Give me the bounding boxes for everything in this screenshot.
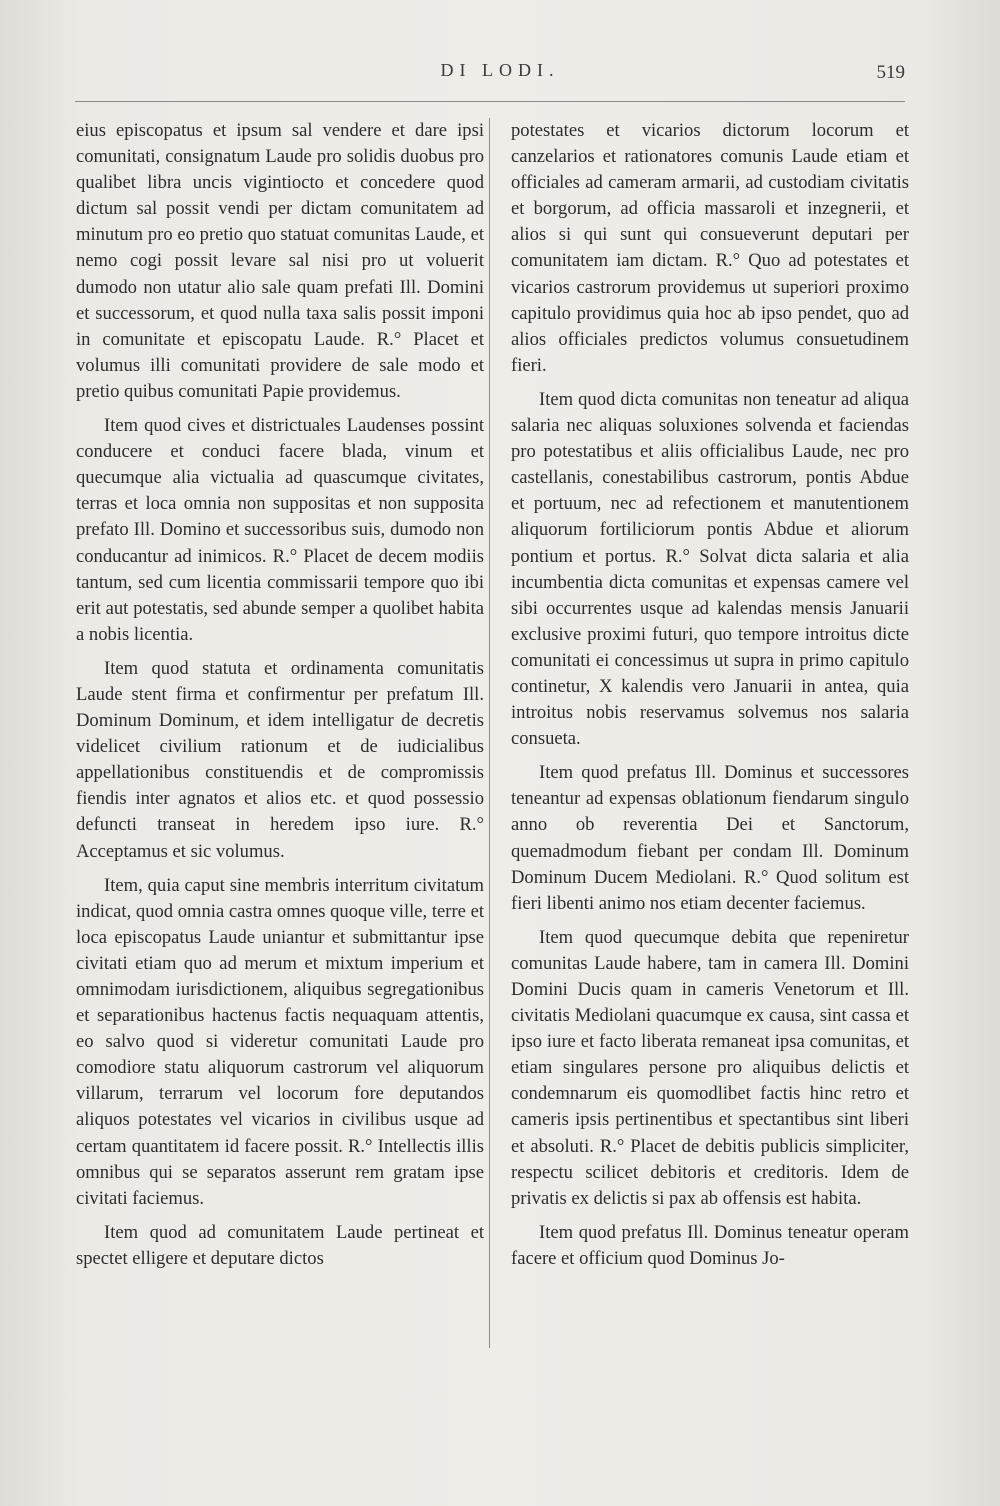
column-divider: [489, 118, 490, 1348]
paragraph: eius episcopatus et ipsum sal vendere et dare ipsi comunitati, consignatum Laude pro solidis duobus pro qualibet libra uncis vigintiocto et concedere quod dictum sal possit vendi per dictam comunitatem ad minutum pro eo pretio quo statuat comunitas Laude, et nemo cogi possit levare sal nisi pro ut voluerit dumodo non utatur alio sale quam prefati Ill. Domini et successorum, et quod nulla taxa salis possit imponi in comunitate et episcopatu Laude. R.° Placet et volumus illi comunitati providere de sale modo et pretio quibus comunitati Papie providemus.: [76, 120, 484, 402]
paragraph: Item quod prefatus Ill. Dominus et successores teneantur ad expensas oblationum fiendarum singulo anno ob reverentia Dei et Sanctorum, quemadmodum fiebant per condam Ill. Dominum Dominum Ducem Mediolani. R.° Quod solitum est fieri libenti animo nos etiam decenter faciemus.: [511, 762, 909, 914]
running-title: DI LODI.: [440, 60, 560, 80]
paragraph: potestates et vicarios dictorum locorum et canzelarios et rationatores comunis Laude etiam et officiales ad cameram armarii, ad custodiam civitatis et borgorum, ad officia massaroli et inzegnerii, et alios si qui sunt qui consueverunt deputari per comunitatem iam dictam. R.° Quo ad potestates et vicarios castrorum providemus ut superiori proximo capitulo providimus quia hoc ab ipso pendet, quo ad alios officiales predictos volumus consuetudinem fieri.: [511, 120, 909, 376]
paragraph: Item quod ad comunitatem Laude pertineat et spectet elligere et deputare dictos: [76, 1221, 484, 1269]
left-column: [76, 118, 484, 1280]
paragraph: Item quod cives et districtuales Laudenses possint conducere et conduci facere blada, vinum et quecumque alia victualia ad quascumque civitates, terras et loca omnia non suppositas et non supposita prefato Ill. Domino et successoribus suis, dumodo non conducantur ad inimicos. R.° Placet de decem modiis tantum, sed cum licentia commissarii tempore quo ibi erit aut potestatis, sed abunde semper a quolibet habita a nobis licentia.: [76, 415, 484, 645]
right-column: [511, 118, 909, 1280]
paragraph: Item quod quecumque debita que repeniretur comunitas Laude habere, tam in camera Ill. Domini Domini Ducis quam in cameris Venetorum et Ill. civitatis Mediolani quacumque ex causa, sint cassa et ipso iure et facto liberata remaneat ipsa comunitas, et etiam singulares persone pro aliquibus delictis et condemnarum eis quomodlibet factis hinc retro et cameris ipsis pertinentibus et spectantibus sint liberi et absoluti. R.° Placet de debitis publicis simpliciter, respectu scilicet debitoris et creditoris. Idem de privatis ex delictis si pax ab offensis est habita.: [511, 926, 909, 1209]
page-number: 519: [876, 62, 905, 83]
paragraph: Item quod dicta comunitas non teneatur ad aliqua salaria nec aliquas soluxiones solvenda et faciendas pro potestatibus et aliis officialibus Laude, nec pro castellanis, conestabilibus castrorum, pontis Abdue et portuum, nec ad refectionem et manutentionem aliquorum fortiliciorum pontis Abdue et aliorum pontium et portus. R.° Solvat dicta salaria et alia incumbentia dicta comunitas et expensas camere vel sibi occurrentes usque ad kalendas mensis Januarii exclusive proximi futuri, quo tempore introitus dicte comunitati ei concessimus ut supra in primo capitulo continetur, X kalendis vero Januarii in antea, quia introitus nobis reservamus solvemus nos salaria consueta.: [511, 388, 909, 750]
paragraph: Item quod prefatus Ill. Dominus teneatur operam facere et officium quod Dominus Jo-: [511, 1221, 909, 1269]
running-head: [0, 60, 1000, 90]
header-rule: [75, 101, 905, 102]
paragraph: Item quod statuta et ordinamenta comunitatis Laude stent firma et confirmentur per prefatum Ill. Dominum Dominum, et idem intelligatur de decretis videlicet civilium rationum et de iudicialibus appellationibus constituendis et de compromissis fiendis inter agnatos et alios etc. et quod possessio defuncti transeat in heredem ipso iure. R.° Acceptamus et sic volumus.: [76, 657, 484, 862]
paragraph: Item, quia caput sine membris interritum civitatum indicat, quod omnia castra omnes quoque ville, terre et loca episcopatus Laude uniantur et submittantur ipse civitati etiam quo ad merum et mixtum imperium et omnimodam iurisdictionem, aliquibus segregationibus et separationibus hactenus factis nequaquam attentis, eo salvo quod si videretur comunitati Laude pro comodiore statu aliquorum castrorum vel aliquorum villarum, terrarum vel locorum fore deputandos aliquos potestates vel vicarios in civilibus usque ad certam quantitatem id facere possit. R.° Intellectis illis omnibus qui se separatos asserunt rem gratam ipse civitati faciemus.: [76, 874, 484, 1209]
